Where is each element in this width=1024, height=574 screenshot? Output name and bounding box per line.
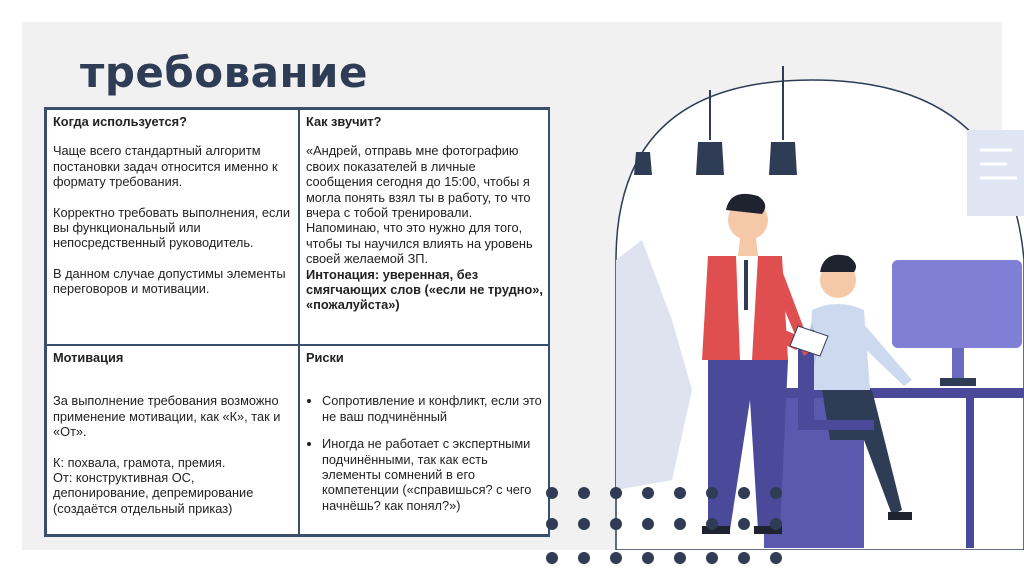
risks-list-item: • Иногда не работает с экспертными подчинёнными, так как есть элементы сомнений в его компетенции («справишься? с чего начнёшь? как понял?») xyxy=(322,436,543,513)
cell-risks-heading: Риски xyxy=(306,350,344,365)
cell-when-used-paragraph-3: В данном случае допустимы элементы переговоров и мотивации. xyxy=(53,265,286,297)
desk-icon xyxy=(758,388,1024,398)
decorative-dot-grid xyxy=(540,480,790,570)
cell-when-used xyxy=(46,109,299,345)
cell-motivation xyxy=(46,345,299,535)
lamp-icon xyxy=(769,142,797,175)
info-table xyxy=(44,107,550,537)
cell-motivation-paragraph-1: За выполнение требования возможно применение мотивации, как «К», так и «От». xyxy=(53,393,281,440)
cell-motivation-paragraph-2: К: похвала, грамота, премия. xyxy=(53,454,226,470)
office-illustration xyxy=(612,60,1024,550)
cell-motivation-heading: Мотивация xyxy=(53,350,124,365)
cell-how-sounds-intonation: Интонация: уверенная, без смягчающих слов («если не трудно», «пожалуйста») xyxy=(306,266,543,313)
cell-when-used-paragraph-2: Корректно требовать выполнения, если вы функциональный или непосредственный руководитель. xyxy=(53,204,291,251)
slide-title: требование xyxy=(80,48,368,97)
wall-chart-icon xyxy=(967,130,1024,216)
cell-how-sounds-heading: Как звучит? xyxy=(306,114,382,129)
risks-list xyxy=(306,393,543,513)
cell-when-used-heading: Когда используется? xyxy=(53,114,187,129)
cell-when-used-paragraph-1: Чаще всего стандартный алгоритм постановки задач относится именно к формату требования. xyxy=(53,143,278,190)
cell-risks xyxy=(299,345,550,535)
cell-how-sounds-quote: «Андрей, отправь мне фотографию своих показателей в личные сообщения сегодня до 15:00, чтобы я могла понять взял ты в работу, то что вчера с тобой тренировали. Напоминаю, что это нужно для того, чтобы ты научился влиять на уровень своей желаемой ЗП. xyxy=(306,143,533,267)
monitor-icon xyxy=(892,260,1022,348)
cell-how-sounds xyxy=(299,109,550,345)
cell-motivation-paragraph-3: От: конструктивная ОС, депонирование, депремирование (создаётся отдельный приказ) xyxy=(53,470,254,516)
risks-list-item: • Сопротивление и конфликт, если это не ваш подчинённый xyxy=(322,393,543,424)
lamp-icon xyxy=(696,142,724,175)
